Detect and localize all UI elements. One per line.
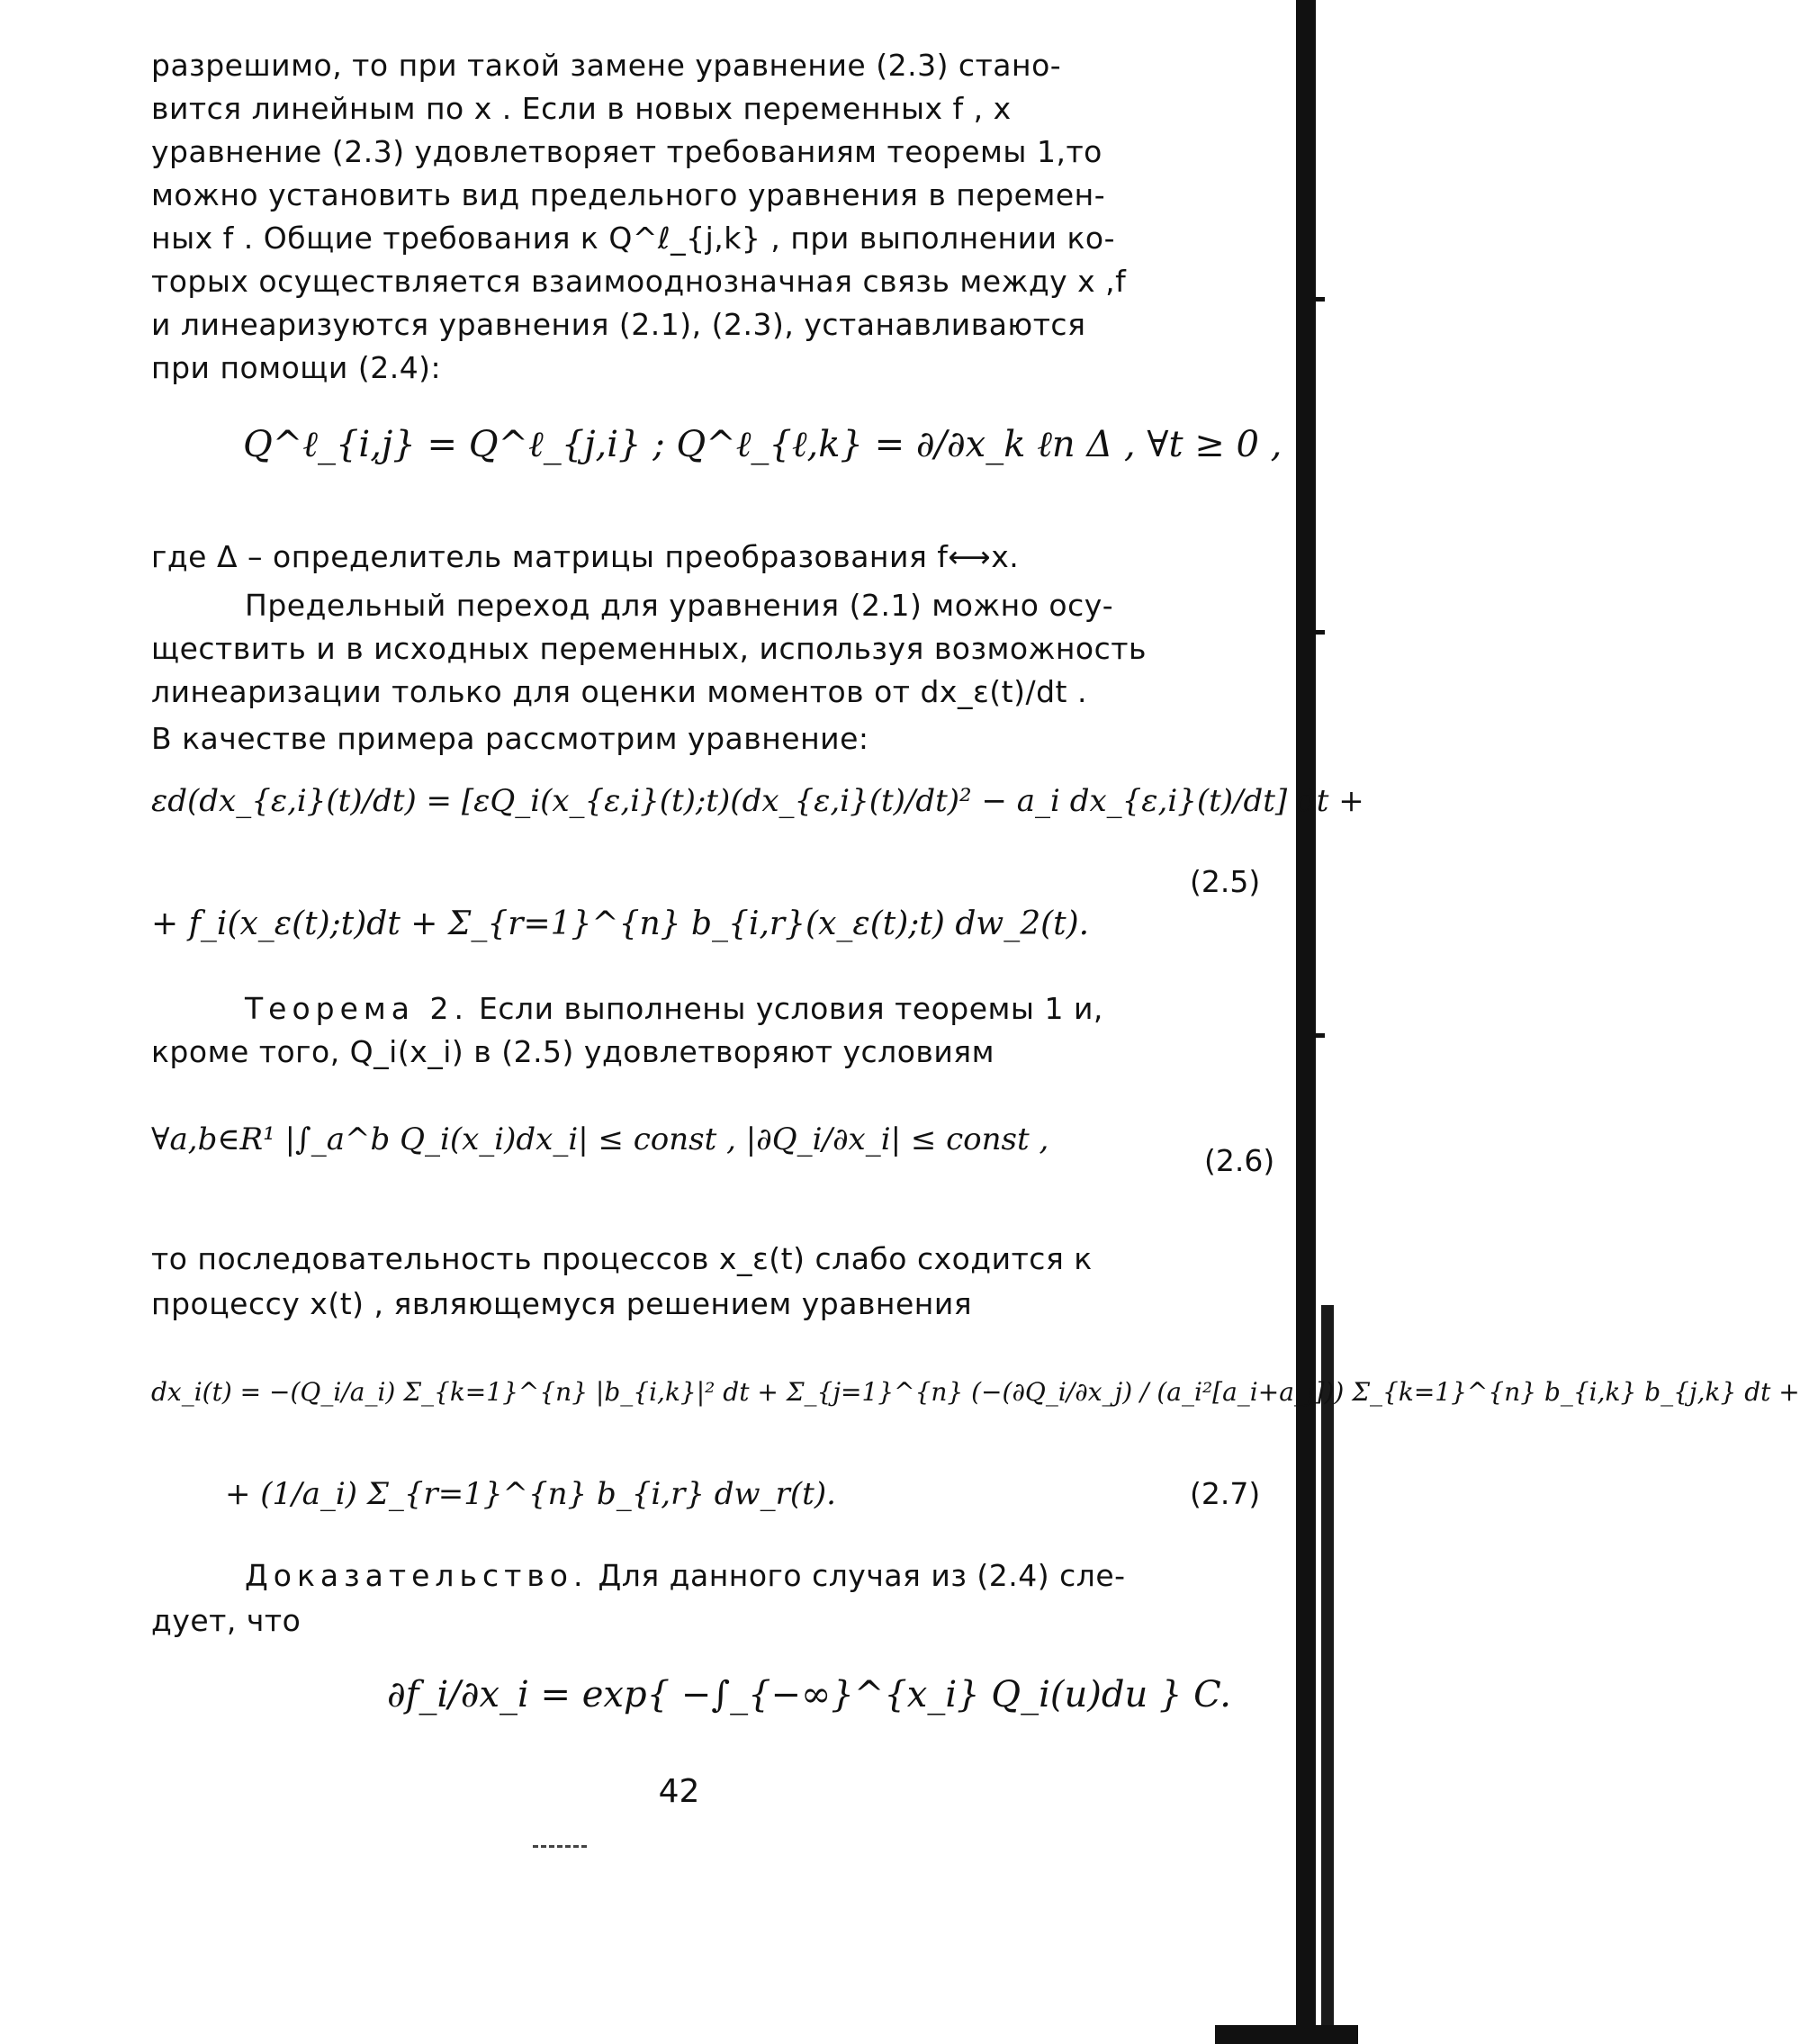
text-line: и линеаризуются уравнения (2.1), (2.3), устанавливаются bbox=[151, 307, 1086, 342]
text-line: при помощи (2.4): bbox=[151, 350, 442, 385]
theorem-line bbox=[245, 990, 1397, 1028]
theorem-text: Если выполнены условия теоремы 1 и, bbox=[469, 991, 1103, 1026]
text-line: уравнение (2.3) удовлетворяет требованиям теоремы 1,то bbox=[151, 134, 1102, 169]
text-line: линеаризации только для оценки моментов от dx_ε(t)/dt . bbox=[151, 674, 1087, 709]
scan-edge-shadow bbox=[1321, 1305, 1334, 2043]
equation-final: ∂f_i/∂x_i = exp{ −∫_{−∞}^{x_i} Q_i(u)du } C. bbox=[387, 1674, 1232, 1715]
text-line: ных f . Общие требования к Q^ℓ_{j,k} , при выполнении ко- bbox=[151, 221, 1116, 256]
scan-artifact bbox=[1314, 297, 1325, 302]
proof-line bbox=[245, 1557, 1397, 1595]
text-line: В качестве примера рассмотрим уравнение: bbox=[151, 721, 869, 756]
equation-2-5-line-1: εd(dx_{ε,i}(t)/dt) = [εQ_i(x_{ε,i}(t);t)(dx_{ε,i}(t)/dt)² − a_i dx_{ε,i}(t)/dt] dt + bbox=[151, 783, 1364, 819]
equation-2-6: ∀a,b∈R¹ |∫_a^b Q_i(x_i)dx_i| ≤ const , |∂Q_i/∂x_i| ≤ const , bbox=[151, 1121, 1049, 1157]
proof-label: Доказательство. bbox=[245, 1558, 589, 1593]
where-line: где Δ – определитель матрицы преобразования f⟷x. bbox=[151, 539, 1020, 574]
text-line: процессу x(t) , являющемуся решением уравнения bbox=[151, 1286, 973, 1321]
equation-2-4: Q^ℓ_{i,j} = Q^ℓ_{j,i} ; Q^ℓ_{ℓ,k} = ∂/∂x_k ℓn Δ , ∀t ≥ 0 , bbox=[243, 424, 1282, 465]
equation-2-7-line-1: dx_i(t) = −(Q_i/a_i) Σ_{k=1}^{n} |b_{i,k}|² dt + Σ_{j=1}^{n} (−(∂Q_i/∂x_j) / (a_i²[a_i+a_j])) Σ_{k=1}^{n} b_{i,k} b_{j,k} dt + bbox=[151, 1377, 1800, 1407]
text-line: то последовательность процессов x_ε(t) слабо сходится к bbox=[151, 1241, 1093, 1276]
text-line: дует, что bbox=[151, 1603, 302, 1638]
theorem-label: Теорема 2. bbox=[245, 991, 469, 1026]
proof-text: Для данного случая из (2.4) сле- bbox=[588, 1558, 1126, 1593]
equation-2-7-line-2: + (1/a_i) Σ_{r=1}^{n} b_{i,r} dw_r(t). bbox=[225, 1476, 836, 1512]
equation-number: (2.6) bbox=[1204, 1143, 1275, 1178]
scan-artifact bbox=[1314, 630, 1325, 635]
scan-edge-shadow bbox=[1215, 2025, 1358, 2044]
text-line: можно установить вид предельного уравнения в перемен- bbox=[151, 177, 1106, 212]
text-line: Предельный переход для уравнения (2.1) можно осу- bbox=[245, 588, 1114, 623]
equation-number: (2.7) bbox=[1190, 1476, 1261, 1511]
text-line: торых осуществляется взаимооднозначная связь между x ,f bbox=[151, 264, 1127, 299]
page-number: 42 bbox=[658, 1773, 700, 1810]
text-line: разрешимо, то при такой замене уравнение (2.3) стано- bbox=[151, 48, 1062, 83]
text-line: вится линейным по x . Если в новых переменных f , x bbox=[151, 91, 1012, 126]
equation-number: (2.5) bbox=[1190, 864, 1261, 899]
text-line: кроме того, Q_i(x_i) в (2.5) удовлетворяют условиям bbox=[151, 1034, 995, 1069]
scan-artifact bbox=[533, 1845, 587, 1850]
text-line: ществить и в исходных переменных, используя возможность bbox=[151, 631, 1147, 666]
scan-artifact bbox=[1314, 1033, 1325, 1038]
equation-2-5-line-2: + f_i(x_ε(t);t)dt + Σ_{r=1}^{n} b_{i,r}(x_ε(t);t) dw_2(t). bbox=[151, 905, 1090, 942]
